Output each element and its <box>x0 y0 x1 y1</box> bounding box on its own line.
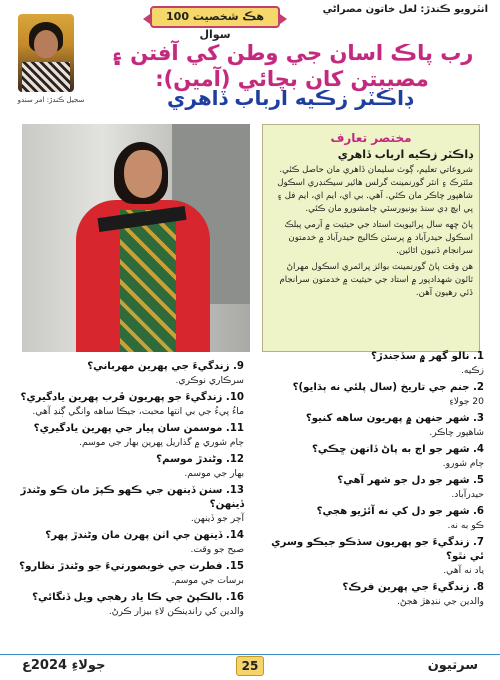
qa-answer: سرڪاري نوڪري. <box>175 375 244 386</box>
qa-item <box>262 505 484 533</box>
qa-column-left <box>18 360 244 622</box>
intro-paragraph: شروعاتي تعليم، ڳوٺ سليمان ڏاهري مان حاصل ڪئي. مئٽرڪ ۽ انٽر گورنمينٽ گرلس هائير سيڪنڊري اسڪول شاهپور چاڪر مان ڪئي. آهي. بي اي، ايم اي، ايم فل ۽ پي ايڇ ڊي سنڌ يونيورسٽي ڄامشورو مان ڪئي. <box>277 165 473 214</box>
qa-question: 7. زندگيءَ جو پهريون سڌڪو جيڪو وسري ئي نٿو؟ <box>271 537 484 562</box>
qa-question: 3. شهر جنهن ۾ پهريون ساهه کنيو؟ <box>305 413 484 424</box>
qa-answer: ماءُ پيءُ جي بي انتها محبت، جيڪا ساهه وانگي ڳنڍ آهي. <box>32 406 244 417</box>
qa-item <box>18 360 244 388</box>
qa-answer: بهار جي موسم. <box>184 468 244 479</box>
qa-answer: حيدرآباد. <box>451 489 484 500</box>
series-tag: هڪ شخصيت 100 سوال <box>150 6 280 28</box>
qa-item <box>262 350 484 378</box>
qa-item <box>262 381 484 409</box>
qa-answer: زڪيه. <box>460 365 484 376</box>
magazine-name: سرتيون <box>427 658 478 673</box>
qa-item <box>18 591 244 619</box>
qa-question: 5. شهر جو دل جو شهر آهي؟ <box>337 475 484 486</box>
qa-answer: 20 جولاءِ <box>449 396 484 407</box>
intro-box <box>262 124 480 352</box>
intro-name: ڊاڪٽر زڪيه ارباب ڏاهري <box>337 148 473 161</box>
qa-item <box>18 391 244 419</box>
intro-paragraph: پاڻ ڇهه سال پرائيويٽ استاد جي حيثيت ۾ آرمي پبلڪ اسڪول حيدرآباد ۾ پرسٽن ڪاليج حيدرآباد ۾ خدمتون سرانجام ڏنيون اٿائين. <box>284 220 473 256</box>
qa-question: 2. جنم جي تاريخ (سال پلئي نه ٻڌايو)؟ <box>292 382 484 393</box>
qa-question: 15. فطرت جي خوبصورتيءَ جو وڻندڙ نظارو؟ <box>19 561 244 572</box>
qa-question: 8. زندگيءَ جي پهرين فرڪ؟ <box>342 582 484 593</box>
author-title: ڊاڪٽر زڪيه ارباب ڏاهري <box>167 86 413 110</box>
qa-item <box>262 474 484 502</box>
qa-question: 9. زندگيءَ جي پهرين مهرباني؟ <box>87 361 244 372</box>
intro-paragraph: هن وقت پاڻ گورنمينٽ بوائز پرائمري اسڪول مهراڻ ٽائون شهدادپور ۾ استاد جي حيثيت ۾ خدمتون سرانجام ڏئي رهيون آهن. <box>279 262 473 298</box>
qa-answer: والدين جي ننڍهڙ هجڻ. <box>396 596 484 607</box>
qa-question: 11. موسمن سان پيار جي پهرين يادگيري؟ <box>33 423 244 434</box>
qa-item <box>18 560 244 588</box>
qa-question: 12. وڻندڙ موسم؟ <box>156 454 244 465</box>
main-photo <box>22 124 250 352</box>
intro-body <box>269 164 473 300</box>
qa-answer: ڄام شورو. <box>442 458 484 469</box>
interviewer-portrait <box>18 14 74 92</box>
qa-answer: ڄام شوري ۾ گذاريل پهرين بهار جي موسم. <box>79 437 244 448</box>
qa-answer: والدين کي راندينڪن لاءِ بيزار ڪرڻ. <box>108 606 244 617</box>
qa-answer: ڪو به نه. <box>447 520 484 531</box>
qa-item <box>262 581 484 609</box>
qa-item <box>18 453 244 481</box>
photographer-credit: سجيل ڪندڙ: امر سندو <box>17 96 85 104</box>
qa-question: 6. شهر جو دل کي نه آئڙيو هجي؟ <box>316 506 484 517</box>
page-number: 25 <box>236 656 264 676</box>
qa-question: 16. بالڪپڻ جي ڪا ياد رهجي ويل ڏنگائي؟ <box>32 592 244 603</box>
qa-item <box>18 529 244 557</box>
qa-item <box>18 484 244 526</box>
qa-answer: آچر جو ڏينهن. <box>190 513 244 524</box>
qa-answer: شاهپور چاڪر. <box>429 427 484 438</box>
qa-question: 1. نالو گهر ۾ سڏجندڙ؟ <box>370 351 484 362</box>
qa-question: 13. سنن ڏينهن جي ڪهو ڪپڙ مان ڪو وڻندڙ ڏينهن؟ <box>20 485 244 510</box>
qa-question: 10. زندگيءَ جو پهريون ڦرب پهرين يادگيري؟ <box>20 392 244 403</box>
qa-item <box>262 443 484 471</box>
qa-item <box>18 422 244 450</box>
qa-answer: برسات جي موسم. <box>171 575 244 586</box>
intro-heading: مختصر تعارف <box>330 131 412 145</box>
qa-question: 4. شهر جو اڄ به پاڻ ڏانهن ڇڪي؟ <box>311 444 484 455</box>
qa-item <box>262 536 484 578</box>
qa-item <box>262 412 484 440</box>
qa-answer: ياد نه آهي. <box>443 565 484 576</box>
interviewer-credit: انٽرويو ڪندڙ: لعل خاتون مصراڻي <box>322 4 488 15</box>
qa-question: 14. ڏينهن جي اٺن پهرن مان وڻندڙ پهر؟ <box>45 530 244 541</box>
qa-answer: صبح جو وقت. <box>190 544 244 555</box>
headline: رب پاڪ اسان جي وطن کي آفتن ۽ مصيبتن کان بچائي (آمين): <box>110 41 474 91</box>
issue-date: جولاءِ 2024ع <box>22 658 106 673</box>
qa-column-right <box>262 350 484 612</box>
